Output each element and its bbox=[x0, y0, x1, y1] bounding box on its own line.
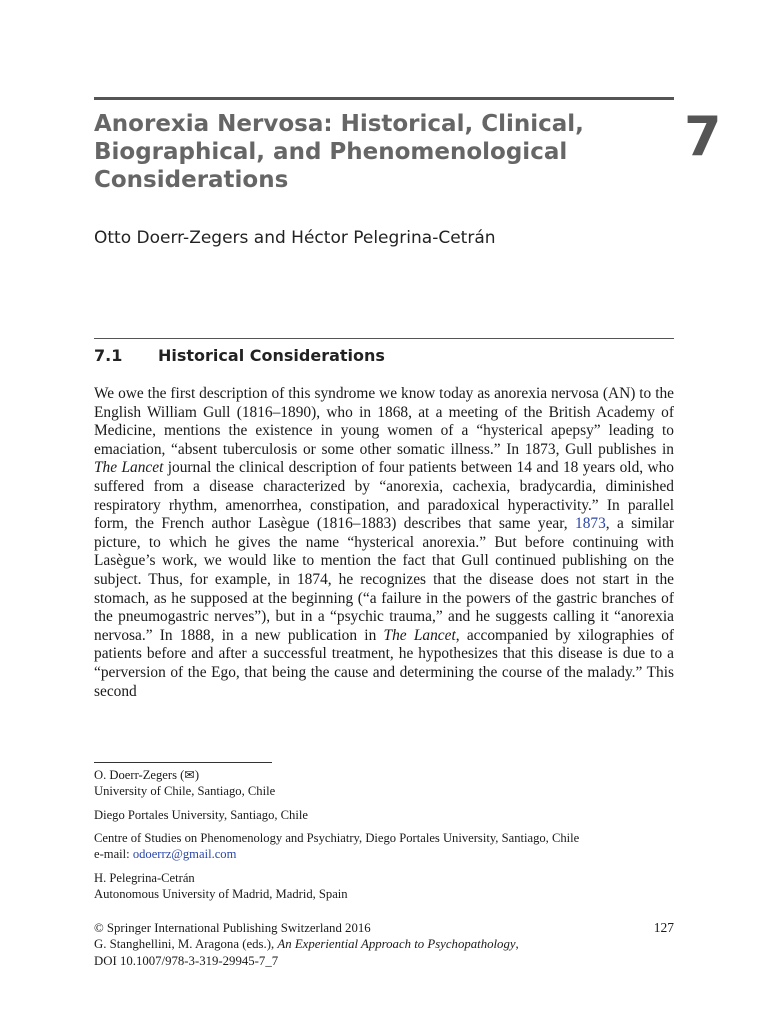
body-text-segment: journal the clinical description of four patients between 14 and 18 years old, who suffered from a disease characterized by “anorexia, cachexia, bradycardia, diminished respiratory rhythm, amenorrhea, constipation, and paradoxical hyperactivity.” In parallel form, the French author Lasègue (1816–1883) describes that same year, bbox=[94, 459, 675, 533]
section-heading bbox=[94, 346, 385, 365]
affiliation: University of Chile, Santiago, Chile bbox=[94, 783, 276, 798]
author-name: H. Pelegrina-Cetrán bbox=[94, 870, 195, 885]
chapter-title-line: Considerations bbox=[94, 167, 289, 193]
chapter-authors: Otto Doerr-Zegers and Héctor Pelegrina-Cetrán bbox=[94, 228, 496, 248]
copyright-block bbox=[94, 920, 674, 969]
chapter-title-line: Biographical, and Phenomenological bbox=[94, 139, 568, 165]
body-text-segment: We owe the first description of this syndrome we know today as anorexia nervosa (AN) to the English William Gull (1816–1890), who in 1868, at a meeting of the British Academy of Medicine, mentions the existence in young women of a “hysterical apepsy” leading to emaciation, “absent tuberculosis or some other somatic illness.” In 1873, Gull publishes in bbox=[94, 385, 674, 458]
copyright-line: © Springer International Publishing Switzerland 2016 bbox=[94, 921, 371, 935]
footnote-rule bbox=[94, 762, 272, 763]
body-text-segment: , a similar picture, to which he gives the name “hysterical anorexia.” But before continuing with Lasègue’s work, we would like to mention the fact that Gull continued publishing on the subject. Thus, for example, in 1874, he recognizes that the disease does not start in the stomach, as he supposed at the beginning (“a failure in the powers of the gastric branches of the pneumogastric nerves”), but in a “psychic trauma,” and he suggests calling it “anorexia nervosa.” In 1888, in a new publication in bbox=[94, 515, 675, 644]
chapter-title bbox=[94, 110, 614, 194]
punctuation: , bbox=[515, 937, 519, 952]
page-number: 127 bbox=[653, 920, 674, 935]
body-paragraph bbox=[94, 385, 674, 701]
email-label: e-mail: bbox=[94, 847, 133, 862]
email-line bbox=[94, 847, 694, 863]
top-rule bbox=[94, 97, 674, 100]
author-name: O. Doerr-Zegers (✉) bbox=[94, 768, 200, 782]
affiliation: Centre of Studies on Phenomenology and Psychiatry, Diego Portales University, Santiago, Chile bbox=[94, 831, 580, 846]
book-citation bbox=[94, 936, 674, 952]
journal-name: The Lancet bbox=[94, 459, 164, 477]
journal-name: The Lancet bbox=[383, 626, 456, 644]
affiliation: Autonomous University of Madrid, Madrid, Spain bbox=[94, 886, 348, 901]
section-title: Historical Considerations bbox=[158, 346, 385, 365]
section-number: 7.1 bbox=[94, 346, 123, 365]
book-title: An Experiential Approach to Psychopathology bbox=[277, 937, 516, 952]
citation-link[interactable]: 1873 bbox=[575, 515, 606, 533]
section-rule bbox=[94, 338, 674, 339]
email-link[interactable]: odoerrz@gmail.com bbox=[132, 847, 237, 862]
chapter-title-line: Anorexia Nervosa: Historical, Clinical, bbox=[94, 111, 584, 137]
chapter-number: 7 bbox=[684, 105, 722, 168]
doi-line: DOI 10.1007/978-3-319-29945-7_7 bbox=[94, 953, 279, 968]
affiliation: Diego Portales University, Santiago, Chile bbox=[94, 807, 308, 822]
editors: G. Stanghellini, M. Aragona (eds.), bbox=[94, 937, 278, 952]
body-text-segment: , accompanied by xilographies of patients before and after a successful treatment, he hypothesizes that this disease is due to a “perversion of the Ego, that being the cause and determining the course of the malady.” This second bbox=[94, 626, 675, 700]
author-affiliations bbox=[94, 768, 694, 903]
